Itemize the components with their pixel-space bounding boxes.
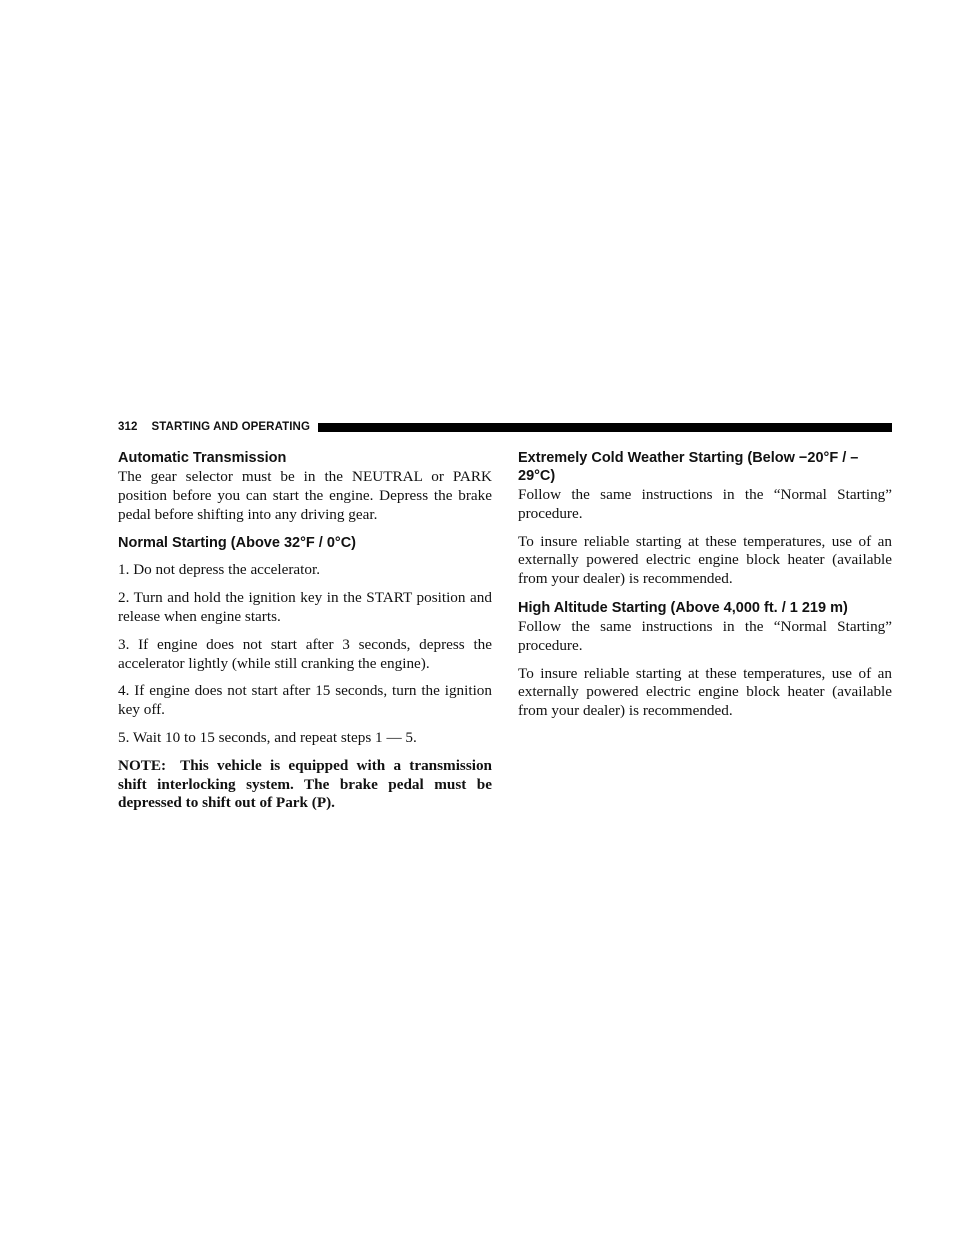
cold-weather-heading: Extremely Cold Weather Starting (Below −20°F / –29°C) xyxy=(518,450,859,484)
step-1: 1. Do not depress the accelerator. xyxy=(118,561,320,579)
normal-starting-heading: Normal Starting (Above 32°F / 0°C) xyxy=(118,535,356,552)
left-column xyxy=(118,449,492,813)
high-altitude-text-2: To insure reliable starting at these temperatures, use of an externally powered electric engine block heater (available from your dealer) is recommended. xyxy=(518,664,892,720)
step-2: 2. Turn and hold the ignition key in the START position and release when engine starts. xyxy=(118,589,492,625)
step-4: 4. If engine does not start after 15 seconds, turn the ignition key off. xyxy=(118,682,492,719)
automatic-transmission-heading: Automatic Transmission xyxy=(118,450,287,466)
note-label: NOTE: xyxy=(118,756,167,774)
cold-weather-text-1: Follow the same instructions in the “Normal Starting” procedure. xyxy=(518,486,892,522)
section-title: STARTING AND OPERATING xyxy=(151,421,311,433)
high-altitude-text-1: Follow the same instructions in the “Normal Starting” procedure. xyxy=(518,617,892,654)
high-altitude-heading: High Altitude Starting (Above 4,000 ft. / 1 219 m) xyxy=(518,599,848,616)
step-5: 5. Wait 10 to 15 seconds, and repeat steps 1 — 5. xyxy=(118,728,417,746)
automatic-transmission-text: The gear selector must be in the NEUTRAL or PARK position before you can start the engine. Depress the brake pedal before shifting into any driving gear. xyxy=(118,468,492,523)
page-header xyxy=(118,419,892,435)
right-column xyxy=(518,449,892,721)
note-paragraph xyxy=(118,757,492,813)
header-rule xyxy=(318,423,892,432)
step-3: 3. If engine does not start after 3 seconds, depress the accelerator lightly (while still cranking the engine). xyxy=(118,635,492,672)
cold-weather-text-2: To insure reliable starting at these temperatures, use of an externally powered electric engine block heater (available from your dealer) is recommended. xyxy=(518,532,892,588)
page-number: 312 xyxy=(118,421,138,433)
note-text: This vehicle is equipped with a transmission shift interlocking system. The brake pedal must be depressed to shift out of Park (P). xyxy=(118,756,492,812)
